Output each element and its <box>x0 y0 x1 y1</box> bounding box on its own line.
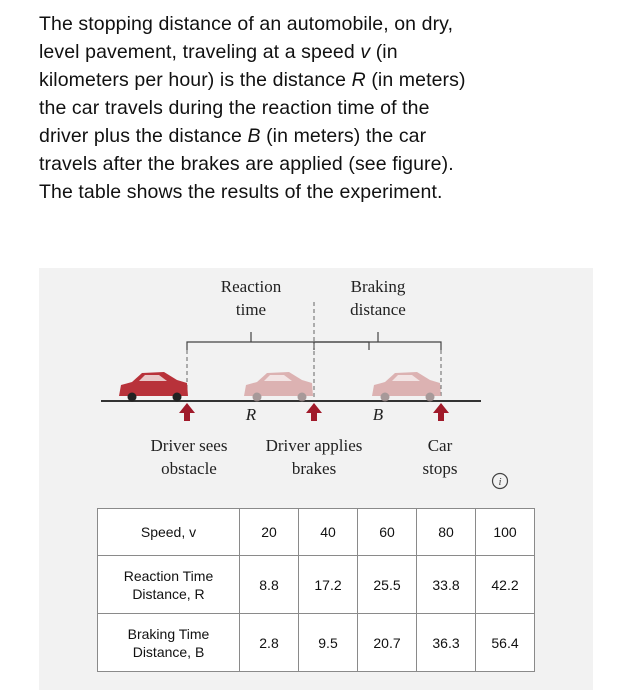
table-cell: 20 <box>240 509 299 556</box>
event-applies-label-2: brakes <box>291 459 337 478</box>
table-cell: 25.5 <box>358 556 417 614</box>
reaction-variable: R <box>351 69 366 91</box>
table-cell: 20.7 <box>358 614 417 672</box>
table-row-speed <box>98 509 535 556</box>
car-ghost-2-icon <box>372 372 441 402</box>
table-cell: 100 <box>476 509 535 556</box>
info-icon[interactable] <box>491 472 509 490</box>
braking-distance-label-2: distance <box>350 300 406 319</box>
arrow-stops-icon <box>433 403 449 421</box>
table-cell: 36.3 <box>417 614 476 672</box>
problem-line-7: The table shows the results of the experiment. <box>39 181 443 203</box>
event-sees-label-2: obstacle <box>161 459 217 478</box>
row-label-reaction: Reaction Time Distance, R <box>98 556 240 614</box>
braking-variable: B <box>247 125 261 147</box>
problem-line-5: driver plus the distance B (in meters) the car <box>39 125 427 147</box>
table-cell: 80 <box>417 509 476 556</box>
problem-line-2: level pavement, traveling at a speed v (in <box>39 41 398 63</box>
table-cell: 8.8 <box>240 556 299 614</box>
braking-distance-label-1: Braking <box>350 277 406 296</box>
event-applies-label-1: Driver applies <box>265 436 363 455</box>
reaction-time-label-2: time <box>235 300 267 319</box>
table-cell: 33.8 <box>417 556 476 614</box>
segment-r-label: R <box>245 405 257 424</box>
row-label-speed: Speed, v <box>98 509 240 556</box>
problem-line-3: kilometers per hour) is the distance R (in meters) <box>39 69 466 91</box>
event-stops-label-1: Car <box>427 436 453 455</box>
table-row-reaction <box>98 556 535 614</box>
table-cell: 9.5 <box>299 614 358 672</box>
problem-text <box>39 10 599 206</box>
arrow-applies-icon <box>306 403 322 421</box>
reaction-brace <box>187 342 369 350</box>
segment-b-label: B <box>372 405 384 424</box>
table-cell: 56.4 <box>476 614 535 672</box>
speed-variable: v <box>360 41 371 63</box>
event-stops-label-2: stops <box>422 459 458 478</box>
svg-text:i: i <box>498 476 502 488</box>
braking-brace <box>314 342 441 350</box>
table-cell: 17.2 <box>299 556 358 614</box>
arrow-sees-icon <box>179 403 195 421</box>
table-row-braking <box>98 614 535 672</box>
reaction-time-label-1: Reaction <box>220 277 282 296</box>
problem-line-1: The stopping distance of an automobile, on dry, <box>39 13 454 35</box>
table-cell: 40 <box>299 509 358 556</box>
results-table <box>97 508 535 672</box>
row-label-braking: Braking Time Distance, B <box>98 614 240 672</box>
table-cell: 2.8 <box>240 614 299 672</box>
table-cell: 42.2 <box>476 556 535 614</box>
problem-line-4: the car travels during the reaction time of the <box>39 97 430 119</box>
event-sees-label-1: Driver sees <box>150 436 228 455</box>
car-main-icon <box>119 372 188 402</box>
car-ghost-1-icon <box>244 372 313 402</box>
table-cell: 60 <box>358 509 417 556</box>
problem-line-6: travels after the brakes are applied (see figure). <box>39 153 454 175</box>
